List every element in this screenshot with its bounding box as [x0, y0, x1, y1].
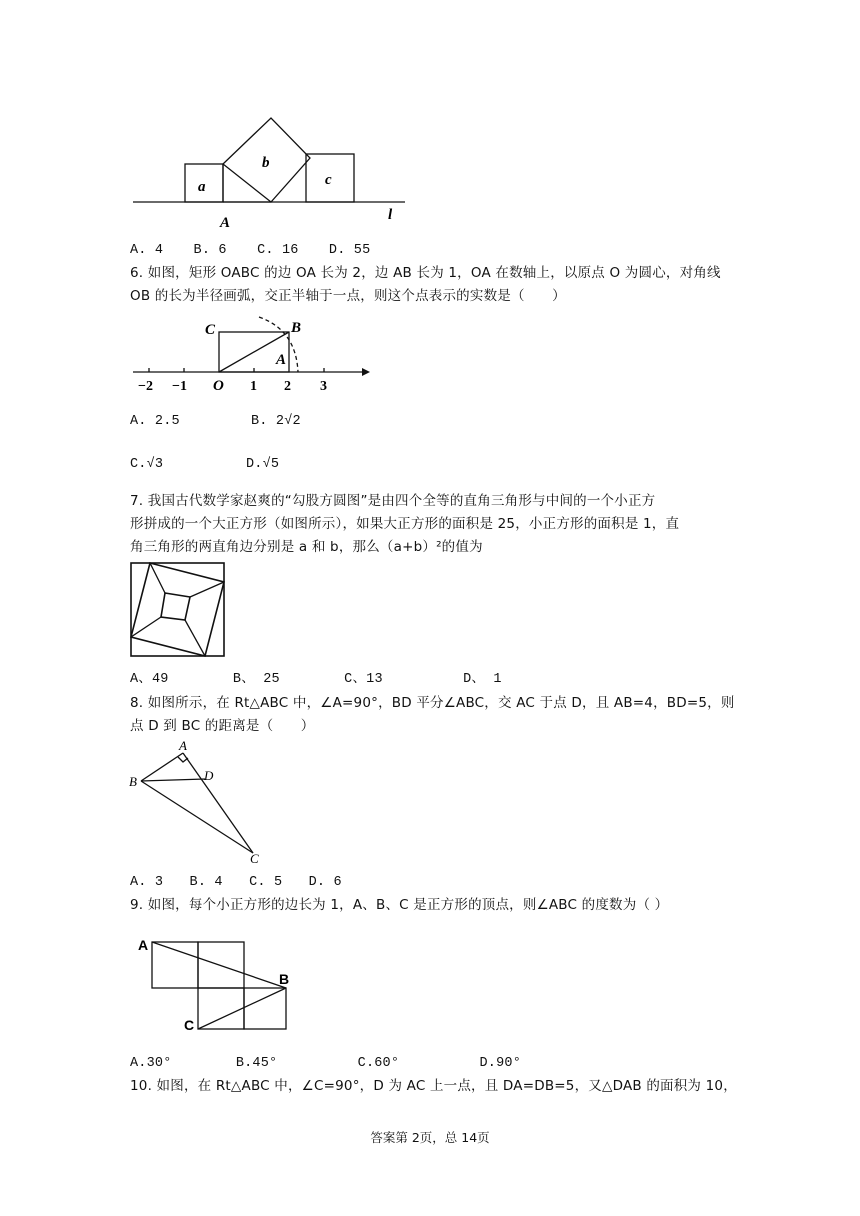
q7-text-line1: 7. 我国古代数学家赵爽的“勾股方圆图”是由四个全等的直角三角形与中间的一个小正方	[130, 493, 656, 509]
q5-option-c: C. 16	[257, 243, 299, 258]
fig5-label-b: b	[262, 155, 270, 171]
q8-fig-label-D: D	[204, 768, 214, 783]
q5-option-d: D. 55	[328, 243, 371, 258]
q8-option-b: B. 4	[189, 875, 223, 890]
q8-figure	[127, 738, 267, 866]
q7-text-line2: 形拼成的一个大正方形（如图所示），如果大正方形的面积是 25，小正方形的面积是 1，直	[130, 516, 680, 532]
q6-tick-O: O	[213, 378, 224, 394]
q9-text-line1: 9. 如图，每个小正方形的边长为 1，A、B、C 是正方形的顶点，则∠ABC 的度数为（ ）	[130, 897, 669, 913]
q5-figure	[130, 112, 430, 232]
q8-fig-label-C: C	[250, 851, 259, 866]
q8-text-line2: 点 D 到 BC 的距离是（ ）	[130, 718, 315, 734]
q5-option-a: A. 4	[130, 243, 164, 258]
q5-option-b: B. 6	[193, 243, 227, 258]
q6-tick-neg1: −1	[172, 379, 187, 394]
q8-fig-label-B: B	[129, 774, 137, 789]
q7-option-b: B、 25	[232, 672, 280, 687]
fig5-label-c: c	[325, 172, 332, 188]
q6-tick-neg2: −2	[138, 379, 153, 394]
q9-fig-label-A: A	[138, 937, 149, 953]
q9-option-c: C.60°	[357, 1056, 400, 1071]
q8-options	[130, 873, 342, 892]
q6-option-c: C.√3	[130, 457, 164, 472]
q9-option-a: A.30°	[130, 1056, 172, 1071]
q6-text-line1: 6. 如图，矩形 OABC 的边 OA 长为 2，边 AB 长为 1，OA 在数轴上，以原点 O 为圆心，对角线	[130, 265, 721, 281]
q7-option-d: D、 1	[463, 672, 502, 687]
q9-option-b: B.45°	[235, 1056, 278, 1071]
q8-option-c: C. 5	[249, 875, 283, 890]
q6-fig-label-B: B	[291, 320, 302, 336]
q9-options	[130, 1054, 521, 1073]
q6-text-line2: OB 的长为半径画弧，交正半轴于一点，则这个点表示的实数是（ ）	[130, 288, 566, 304]
q6-option-a: A. 2.5	[130, 414, 180, 429]
q6-tick-1: 1	[250, 379, 257, 394]
q6-figure	[130, 312, 380, 397]
q6-option-d: D.√5	[246, 457, 280, 472]
q6-tick-3: 3	[320, 379, 327, 394]
q9-fig-label-C: C	[184, 1017, 195, 1033]
q10-text-line1: 10. 如图，在 Rt△ABC 中，∠C=90°，D 为 AC 上一点，且 DA=DB=5，又△DAB 的面积为 10，	[130, 1078, 737, 1094]
q9-option-d: D.90°	[479, 1056, 521, 1071]
q7-option-a: A、49	[130, 672, 169, 687]
q7-options	[130, 670, 502, 689]
q6-fig-label-A: A	[276, 352, 287, 368]
q9-figure	[136, 934, 296, 1034]
q6-fig-label-C: C	[205, 322, 216, 338]
q7-text-line3: 角三角形的两直角边分别是 a 和 b，那么（a+b）²的值为	[130, 539, 483, 555]
fig5-label-A: A	[220, 215, 231, 231]
page-footer: 答案第 2页，总 14页	[370, 1130, 490, 1145]
q9-fig-label-B: B	[279, 971, 290, 987]
q8-option-a: A. 3	[130, 875, 164, 890]
fig5-label-l: l	[388, 207, 393, 223]
q7-option-c: C、13	[344, 672, 383, 687]
q8-fig-label-A: A	[179, 738, 187, 753]
q5-options	[130, 241, 370, 260]
q6-tick-2: 2	[284, 379, 291, 394]
q6-option-b: B. 2√2	[251, 414, 301, 429]
q8-text-line1: 8. 如图所示，在 Rt△ABC 中，∠A=90°，BD 平分∠ABC，交 AC 于点 D，且 AB=4，BD=5，则	[130, 695, 735, 711]
q7-figure	[130, 562, 226, 658]
fig5-label-a: a	[198, 179, 206, 195]
q8-option-d: D. 6	[308, 875, 342, 890]
